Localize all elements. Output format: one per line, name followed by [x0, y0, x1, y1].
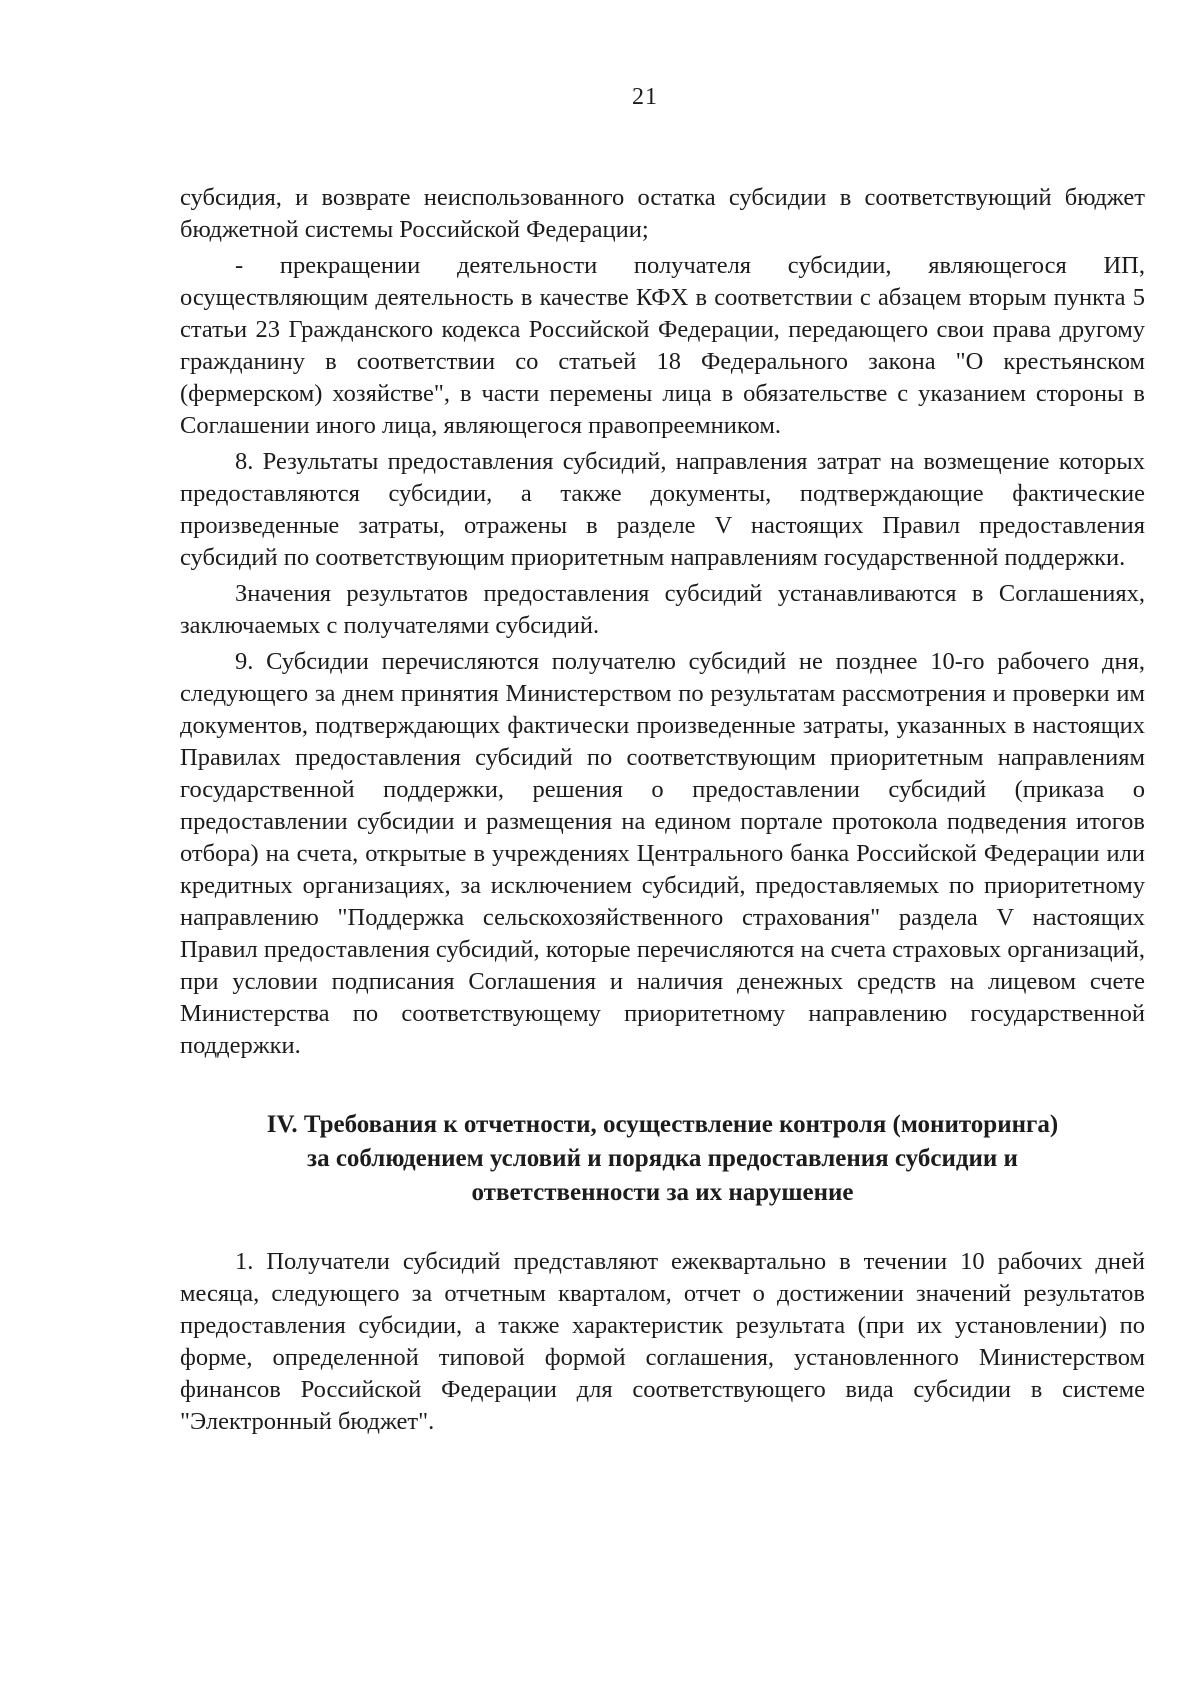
section-heading-line: за соблюдением условий и порядка предоставления субсидии и — [307, 1145, 1018, 1172]
paragraph-result-values: Значения результатов предоставления субсидий устанавливаются в Соглашениях, заключаемых с получателями субсидий. — [180, 580, 1145, 639]
section-heading-line: ответственности за их нарушение — [471, 1179, 854, 1206]
document-body — [180, 182, 1145, 1442]
section-heading-iv — [180, 1108, 1145, 1210]
paragraph-subsidy-return: субсидия, и возврате неиспользованного остатка субсидии в соответствующий бюджет бюджетной системы Российской Федерации; — [180, 184, 1145, 243]
section-heading-line: IV. Требования к отчетности, осуществление контроля (мониторинга) — [266, 1111, 1059, 1138]
paragraph-item-1-reporting: 1. Получатели субсидий представляют ежеквартально в течении 10 рабочих дней месяца, следующего за отчетным кварталом, отчет о достижении значений результатов предоставления субсидии, а также характеристик результата (при их установлении) по форме, определенной типовой формой соглашения, установленного Министерством финансов Российской Федерации для соответствующего вида субсидии в системе "Электронный бюджет". — [180, 1248, 1145, 1435]
page-number: 21 — [632, 84, 658, 110]
paragraph-item-8-results: 8. Результаты предоставления субсидий, направления затрат на возмещение которых предоставляются субсидии, а также документы, подтверждающие фактические произведенные затраты, отражены в разделе V настоящих Правил предоставления субсидий по соответствующим приоритетным направлениям государственной поддержки. — [180, 448, 1145, 571]
paragraph-item-9-transfer: 9. Субсидии перечисляются получателю субсидий не позднее 10-го рабочего дня, следующего за днем принятия Министерством по результатам рассмотрения и проверки им документов, подтверждающих фактически произведенные затраты, указанных в настоящих Правилах предоставления субсидий по соответствующим приоритетным направлениям государственной поддержки, решения о предоставлении субсидий (приказа о предоставлении субсидии и размещения на едином портале протокола подведения итогов отбора) на счета, открытые в учреждениях Центрального банка Российской Федерации или кредитных организациях, за исключением субсидий, предоставляемых по приоритетному направлению "Поддержка сельскохозяйственного страхования" раздела V настоящих Правил предоставления субсидий, которые перечисляются на счета страховых организаций, при условии подписания Соглашения и наличия денежных средств на лицевом счете Министерства по соответствующему приоритетному направлению государственной поддержки. — [180, 648, 1145, 1059]
paragraph-termination-activity: - прекращении деятельности получателя субсидии, являющегося ИП, осуществляющим деятельность в качестве КФХ в соответствии с абзацем вторым пункта 5 статьи 23 Гражданского кодекса Российской Федерации, передающего свои права другому гражданину в соответствии со статьей 18 Федерального закона "О крестьянском (фермерском) хозяйстве", в части перемены лица в обязательстве с указанием стороны в Соглашении иного лица, являющегося правопреемником. — [180, 252, 1145, 439]
